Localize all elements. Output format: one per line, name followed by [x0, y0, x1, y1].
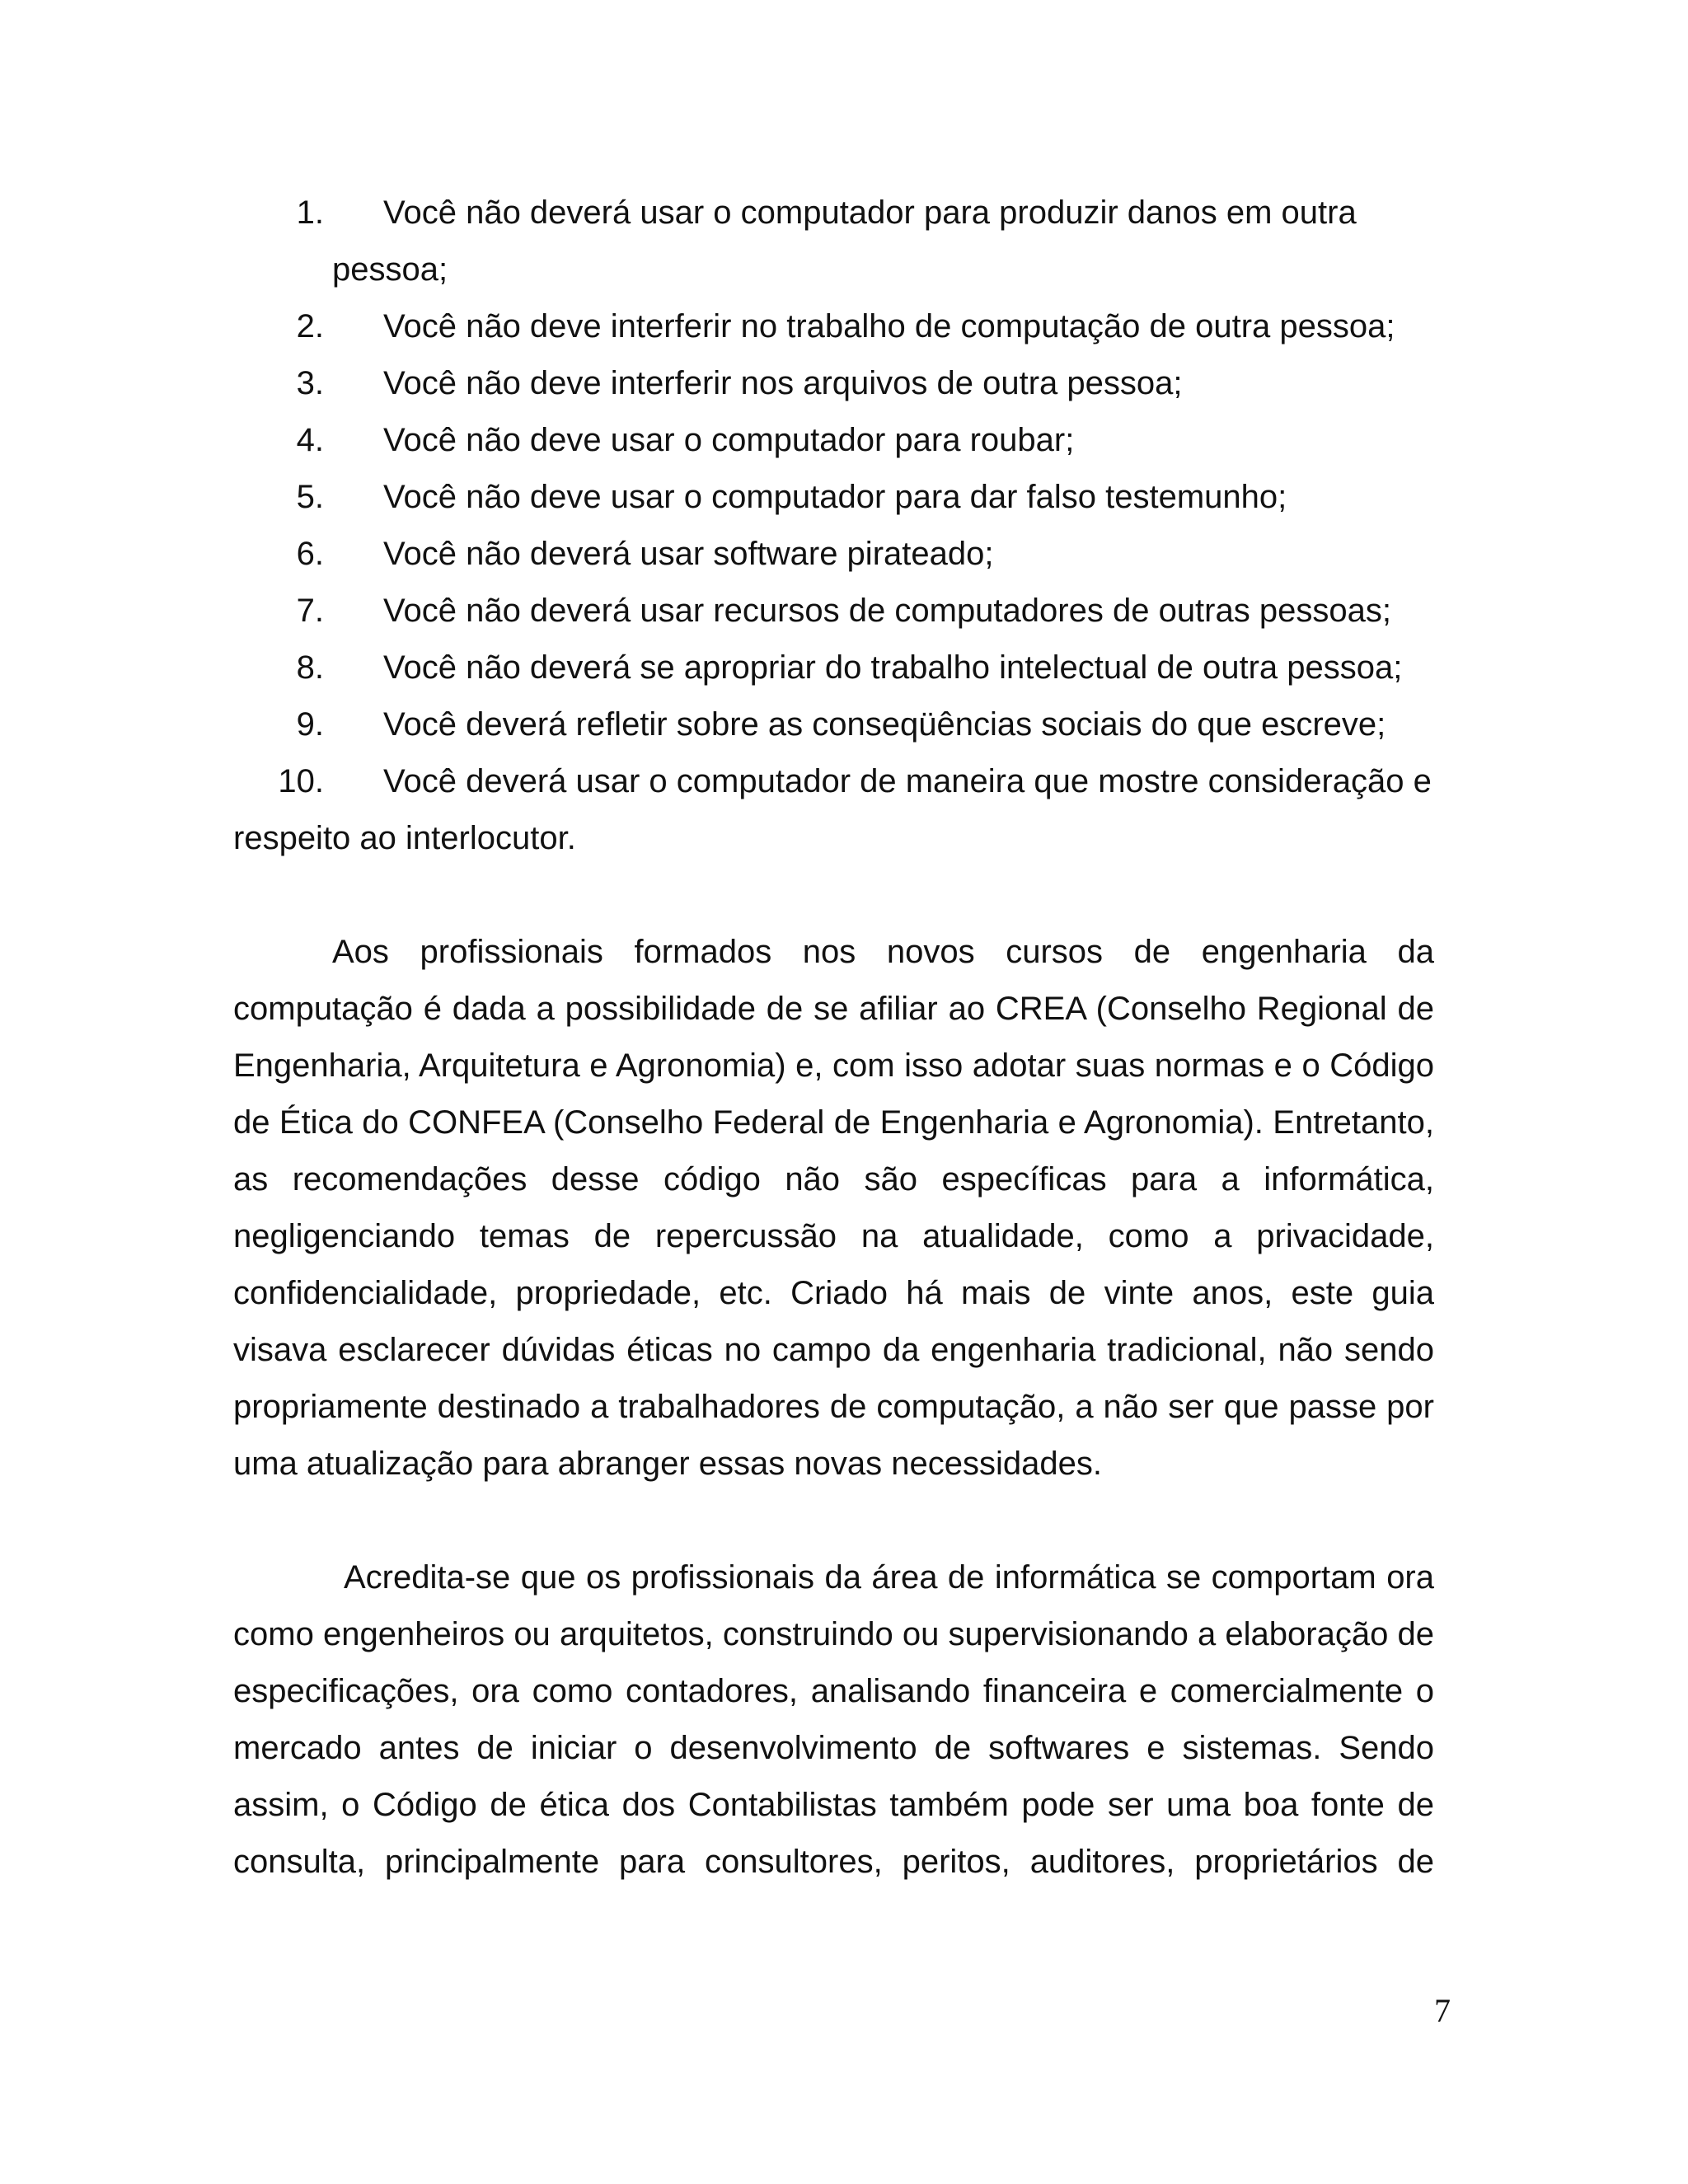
- list-item-text: Você não deve interferir nos arquivos de outra pessoa;: [383, 365, 1183, 401]
- commandments-list: [233, 185, 1434, 867]
- list-item-text: Você não deve usar o computador para roubar;: [383, 422, 1075, 458]
- list-item: [233, 469, 1434, 526]
- list-item: [233, 355, 1434, 412]
- list-item-text: Você não deverá usar software pirateado;: [383, 536, 994, 572]
- list-item-number: 2.: [296, 308, 324, 344]
- list-item-text: Você não deve usar o computador para dar falso testemunho;: [383, 479, 1287, 515]
- list-item-text: Você não deverá usar recursos de computadores de outras pessoas;: [383, 593, 1391, 629]
- body-paragraph: Acredita-se que os profissionais da área de informática se comportam ora como engenheiros ou arquitetos, construindo ou supervisionando a elaboração de especificações, ora como contadores, analisando financeira e comercialmente o mercado antes de iniciar o desenvolvimento de softwares e sistemas. Sendo assim, o Código de ética dos Contabilistas também pode ser uma boa fonte de consulta, principalmente para consultores, peritos, auditores, proprietários de: [233, 1559, 1434, 1880]
- list-item: [233, 185, 1434, 241]
- list-item-continuation: pessoa;: [332, 251, 448, 288]
- list-item: [233, 526, 1434, 583]
- list-item: [233, 298, 1434, 355]
- list-item-text: Você não deverá se apropriar do trabalho intelectual de outra pessoa;: [383, 649, 1403, 686]
- list-item-text: Você não deve interferir no trabalho de computação de outra pessoa;: [383, 308, 1395, 344]
- list-item: [233, 583, 1434, 640]
- list-item: [233, 640, 1434, 696]
- list-item-text: Você deverá refletir sobre as conseqüências sociais do que escreve;: [383, 706, 1386, 743]
- list-item-number: 7.: [296, 593, 324, 629]
- list-item-number: 6.: [296, 536, 324, 572]
- list-item: [233, 696, 1434, 753]
- list-item-number: 3.: [296, 365, 324, 401]
- list-item-number: 1.: [296, 194, 324, 231]
- list-item-number: 9.: [296, 706, 324, 743]
- list-item-text: Você deverá usar o computador de maneira que mostre consideração e: [383, 763, 1432, 799]
- list-item-number: 10.: [278, 763, 324, 799]
- list-item: [233, 412, 1434, 469]
- body-paragraph: Aos profissionais formados nos novos cursos de engenharia da computação é dada a possibilidade de se afiliar ao CREA (Conselho Regional de Engenharia, Arquitetura e Agronomia) e, com isso adotar suas normas e o Código de Ética do CONFEA (Conselho Federal de Engenharia e Agronomia). Entretanto, as recomendações desse código não são específicas para a informática, negligenciando temas de repercussão na atualidade, como a privacidade, confidencialidade, propriedade, etc. Criado há mais de vinte anos, este guia visava esclarecer dúvidas éticas no campo da engenharia tradicional, não sendo propriamente destinado a trabalhadores de computação, a não ser que passe por uma atualização para abranger essas novas necessidades.: [233, 934, 1434, 1482]
- list-item-text: Você não deverá usar o computador para produzir danos em outra: [383, 194, 1357, 231]
- page-content: [233, 185, 1434, 1891]
- list-item: [233, 753, 1434, 810]
- page-number: 7: [1434, 1992, 1451, 2029]
- list-item-continuation: respeito ao interlocutor.: [233, 820, 576, 856]
- list-item-number: 5.: [296, 479, 324, 515]
- list-item-number: 4.: [296, 422, 324, 458]
- list-item-number: 8.: [296, 649, 324, 686]
